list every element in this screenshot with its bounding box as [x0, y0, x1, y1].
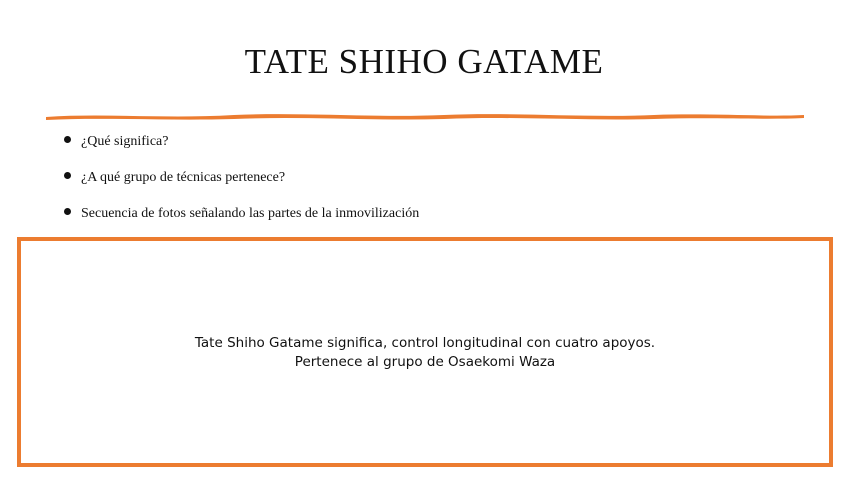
answer-line-2: Pertenece al grupo de Osaekomi Waza: [294, 354, 556, 370]
bullet-dot-icon: [64, 208, 71, 215]
slide-title: TATE SHIHO GATAME: [244, 42, 604, 81]
bullet-text: ¿A qué grupo de técnicas pertenece?: [81, 170, 286, 185]
title-underline-brush-stroke: [44, 109, 806, 123]
bullet-dot-icon: [64, 172, 71, 179]
answer-line-1: Tate Shiho Gatame significa, control longitudinal con cuatro apoyos.: [194, 335, 656, 351]
list-item: [64, 200, 764, 236]
answer-text: [21, 334, 829, 372]
answer-box: [17, 237, 833, 467]
bullet-text: Secuencia de fotos señalando las partes de la inmovilización: [81, 206, 420, 221]
list-item: [64, 128, 764, 164]
bullet-text: ¿Qué significa?: [81, 134, 169, 149]
list-item: [64, 164, 764, 200]
bullet-dot-icon: [64, 136, 71, 143]
question-list: [64, 128, 764, 236]
